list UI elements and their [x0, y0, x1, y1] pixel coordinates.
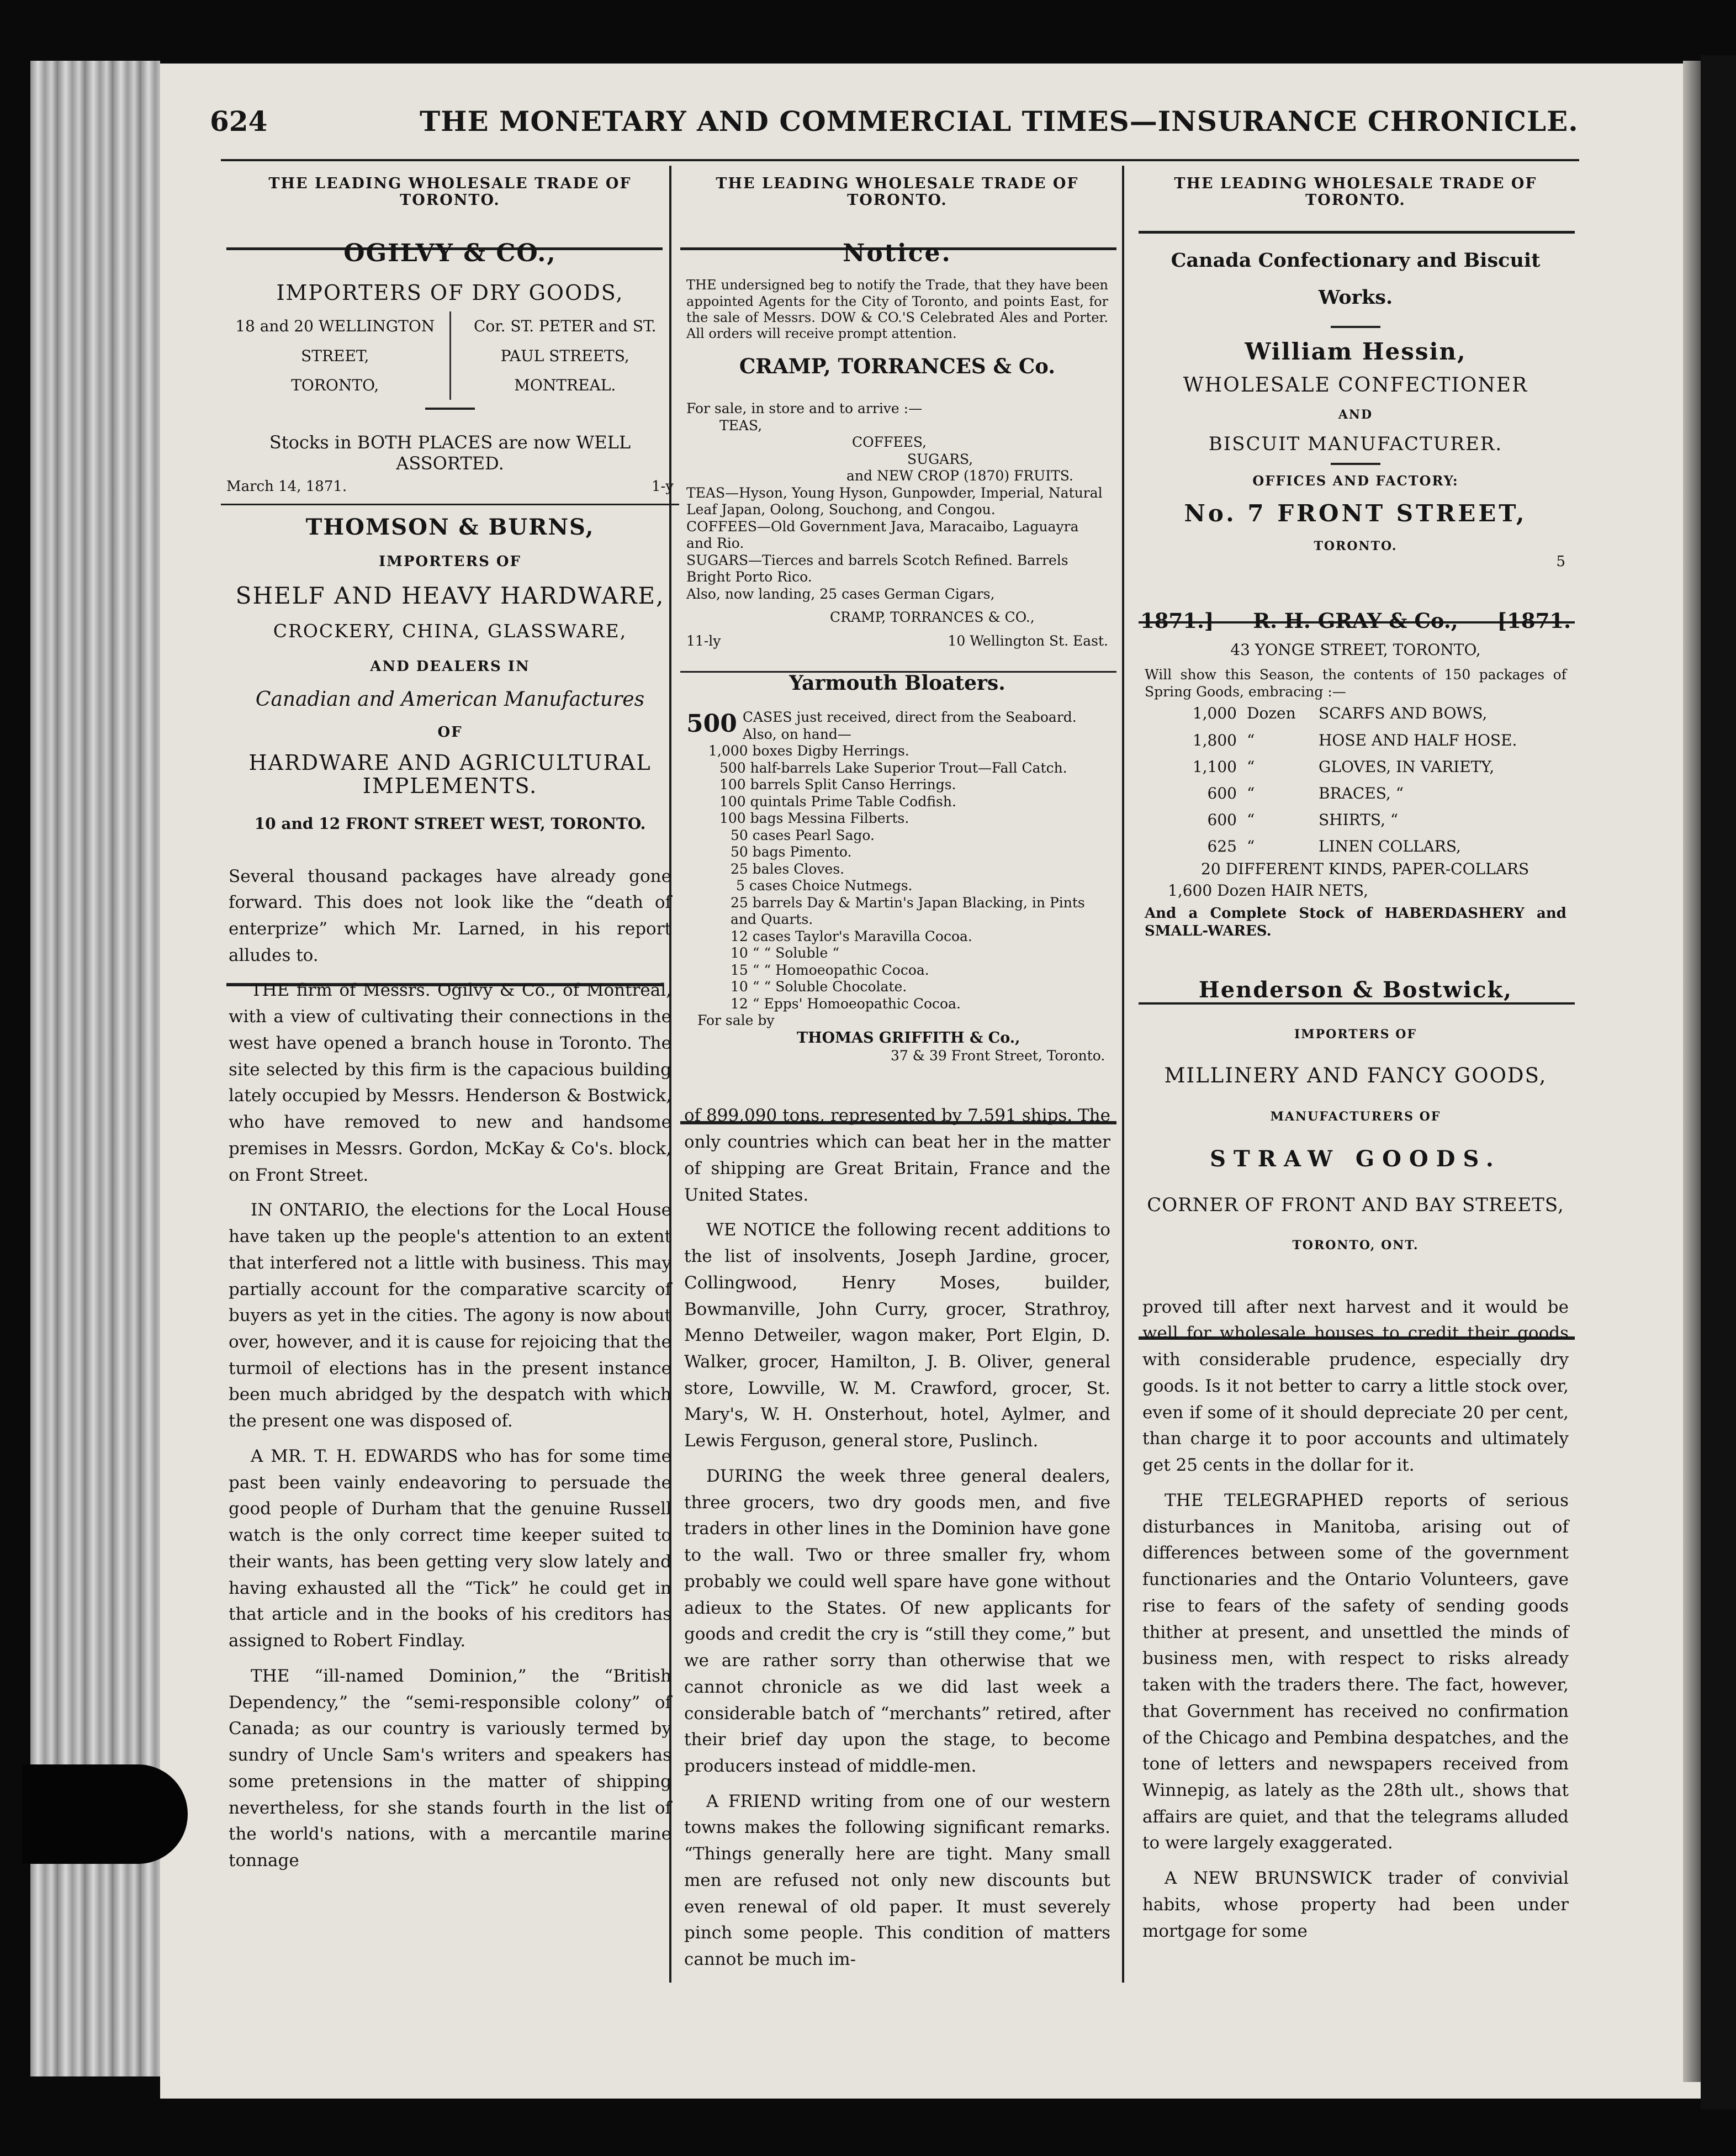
ogilvy-line: IMPORTERS OF DRY GOODS,	[276, 281, 624, 305]
hessin-line1: WHOLESALE CONFECTIONER	[1183, 374, 1528, 397]
qty: 600	[1207, 811, 1237, 829]
qty: 1,100	[1192, 757, 1237, 776]
henderson-ad	[1135, 977, 1576, 1253]
paragraph: proved till after next harvest and it would be well for wholesale houses to credit their goods with considerable prudence, especially dry goods. Is it not better to carry a little stock over, even if some of it should depreciate 20 per cent, than charge it to poor accounts and ultimately get 25 cents in the dollar for it.	[1142, 1297, 1569, 1476]
cramp-fruits: and NEW CROP (1870) FRUITS.	[846, 468, 1073, 484]
yarmouth-lead	[686, 709, 1108, 743]
unit: “	[1247, 837, 1255, 856]
yarmouth-lead-num: 500	[686, 710, 737, 738]
paragraph: THE firm of Messrs. Ogilvy & Co., of Montreal, with a view of cultivating their connections in the west have opened a branch house in Toronto. The site selected by this firm is the capacious building lately occupied by Messrs. Henderson & Bostwick, who have removed to new and handsome premises in Messrs. Gordon, McKay & Co's. block, on Front Street.	[229, 980, 671, 1185]
ogilvy-code: 1-y	[651, 478, 674, 495]
paragraph: A MR. T. H. EDWARDS who has for some time past been vainly endeavoring to persuade the good people of Durham that the genuine Russell watch is the only correct time keeper suited to their wants, has been getting very slow lately and having exhausted all the “Tick” he could get in that article and in the books of his creditors has assigned to Robert Findlay.	[229, 1446, 671, 1651]
hessin-name: William Hessin,	[1245, 338, 1467, 366]
thomson-importers: IMPORTERS OF	[379, 553, 521, 570]
list-item: 10 “ “ Soluble “	[731, 945, 840, 961]
list-item: 50 cases Pearl Sago.	[731, 827, 875, 843]
list-item: 50 bags Pimento.	[731, 844, 852, 860]
short-rule	[1331, 463, 1380, 465]
yarmouth-items	[686, 743, 1108, 1012]
list-item: 500 half-barrels Lake Superior Trout—Fall Catch.	[719, 759, 1067, 776]
gray-address: 43 YONGE STREET, TORONTO,	[1230, 641, 1481, 659]
gray-hair: 1,600 Dozen HAIR NETS,	[1168, 881, 1369, 900]
ogilvy-stocks: Stocks in BOTH PLACES are now WELL ASSORTED.	[269, 431, 631, 474]
cramp-teas-line: TEAS—Hyson, Young Hyson, Gunpowder, Imperial, Natural Leaf Japan, Oolong, Souchong, and Congou.	[686, 484, 1103, 518]
ogilvy-addresses	[221, 311, 679, 400]
hessin-line2: BISCUIT MANUFACTURER.	[1208, 433, 1503, 456]
page-number: 624	[210, 105, 268, 138]
thomson-line1: SHELF AND HEAVY HARDWARE,	[235, 582, 665, 609]
ogilvy-montreal-address: Cor. ST. PETER and ST. PAUL STREETS, MONTREAL.	[473, 317, 657, 394]
lead-heading: THE LEADING WHOLESALE TRADE OF TORONTO.	[268, 175, 632, 209]
cramp-sugars: SUGARS,	[907, 451, 973, 467]
cramp-body	[676, 400, 1118, 649]
thomson-ad	[221, 514, 679, 833]
cramp-code: 11-ly	[686, 632, 721, 649]
gray-intro: Will show this Season, the contents of 150 packages of Spring Goods, embracing :—	[1145, 667, 1566, 700]
hessin-offices: OFFICES AND FACTORY:	[1252, 473, 1459, 489]
table-row	[1168, 700, 1576, 727]
hessin-code: 5	[1556, 553, 1565, 570]
column-right	[1135, 160, 1576, 1988]
gray-title	[1135, 609, 1576, 633]
yarmouth-for-sale: For sale by	[697, 1012, 775, 1029]
henderson-city: TORONTO, ONT.	[1292, 1238, 1419, 1253]
ogilvy-footer	[221, 478, 679, 495]
column-rule-2	[1122, 166, 1124, 1983]
paragraph: of 899,090 tons, represented by 7,591 ships. The only countries which can beat her in the matter of shipping are Great Britain, France and the United States.	[684, 1106, 1110, 1205]
notice-text: THE undersigned beg to notify the Trade, that they have been appointed Agents for the City of Toronto, and points East, for the sale of Messrs. DOW & CO.'S Celebrated Ales and Porter. All orders will receive prompt attention.	[686, 277, 1108, 342]
lead-heading: THE LEADING WHOLESALE TRADE OF TORONTO.	[716, 175, 1079, 209]
thomson-of: OF	[437, 723, 463, 741]
yarmouth-ad	[676, 672, 1118, 1064]
list-item: 10 “ “ Soluble Chocolate.	[731, 979, 907, 995]
paragraph: A FRIEND writing from one of our western towns makes the following significant remarks. “Things generally here are tight. Many small men are refused not only new discounts but even renewal of old paper. It must severely pinch some people. This condition of matters cannot be much im-	[684, 1791, 1110, 1970]
cramp-intro: For sale, in store and to arrive :—	[686, 400, 923, 417]
page-shadow	[1701, 55, 1736, 2110]
ogilvy-toronto-address: 18 and 20 WELLINGTON STREET, TORONTO,	[221, 311, 451, 400]
divider	[221, 504, 679, 505]
ogilvy-ad	[221, 239, 679, 495]
yarmouth-body	[676, 709, 1118, 1064]
cramp-sig: CRAMP, TORRANCES & CO.,	[830, 609, 1035, 626]
ogilvy-name: OGILVY & CO.,	[343, 239, 557, 268]
list-item: 15 “ “ Homoeopathic Cocoa.	[731, 961, 929, 978]
item: SHIRTS, “	[1319, 811, 1399, 829]
list-item: 1,000 boxes Digby Herrings.	[708, 743, 909, 759]
article-text-middle	[676, 1103, 1118, 1973]
column-left	[221, 160, 679, 1988]
paragraph: THE “ill-named Dominion,” the “British Dependency,” the “semi-responsible colony” of Canada; as our country is variously termed by sundry of Uncle Sam's writers and speakers has some pretensions in the matter of shipping nevertheless, for she stands fourth in the list of the world's nations, with a mercantile marine tonnage	[229, 1666, 671, 1870]
gray-name: R. H. GRAY & Co.,	[1253, 609, 1458, 633]
qty: 1,000	[1192, 704, 1237, 723]
list-item: 25 barrels Day & Martin's Japan Blacking, in Pints and Quarts.	[731, 894, 1085, 928]
list-item: 25 bales Cloves.	[731, 860, 845, 877]
hessin-address: No. 7 FRONT STREET,	[1184, 500, 1527, 527]
hessin-city: TORONTO.	[1314, 539, 1398, 554]
ogilvy-date: March 14, 1871.	[226, 478, 347, 495]
hessin-ad	[1135, 242, 1576, 570]
henderson-mfr: MANUFACTURERS OF	[1270, 1109, 1441, 1124]
gray-paper: 20 DIFFERENT KINDS, PAPER-COLLARS	[1201, 860, 1529, 879]
yarmouth-sig: THOMAS GRIFFITH & Co.,	[797, 1029, 1020, 1047]
paragraph: Several thousand packages have already gone forward. This does not look like the “death of enterprize” which Mr. Larned, in his report alludes to.	[229, 866, 671, 965]
list-item: 100 bags Messina Filberts.	[719, 810, 909, 827]
cramp-name: CRAMP, TORRANCES & Co.	[739, 354, 1056, 379]
yarmouth-address: 37 & 39 Front Street, Toronto.	[891, 1047, 1105, 1064]
table-row	[1168, 780, 1576, 807]
henderson-line2: STRAW GOODS.	[1210, 1145, 1501, 1172]
gray-ad	[1135, 609, 1576, 940]
unit: “	[1247, 784, 1255, 802]
paragraph: DURING the week three general dealers, three grocers, two dry goods men, and five traders in other lines in the Dominion have gone to the wall. Two or three smaller fry, whom probably we could well spare have gone without adieux to the States. Of new applicants for goods and credit the cry is “still they come,” but we are rather sorry than otherwise that we cannot chronicle as we did last week a considerable batch of “merchants” retired, after their brief day upon the stage, to become producers instead of middle-men.	[684, 1466, 1110, 1776]
list-item: 100 barrels Split Canso Herrings.	[719, 776, 956, 793]
item: GLOVES, IN VARIETY,	[1319, 757, 1495, 776]
short-rule	[425, 408, 475, 410]
unit: “	[1247, 731, 1255, 749]
thomson-line2: CROCKERY, CHINA, GLASSWARE,	[273, 620, 627, 642]
short-rule	[1331, 326, 1380, 328]
cramp-sugars-line: SUGARS—Tierces and barrels Scotch Refined. Barrels Bright Porto Rico.	[686, 552, 1068, 585]
list-item: 12 “ Epps' Homoeopathic Cocoa.	[731, 995, 961, 1012]
column-middle	[676, 160, 1118, 1988]
cramp-address: 10 Wellington St. East.	[948, 632, 1108, 649]
cramp-footer	[686, 633, 1108, 650]
yarmouth-title: Yarmouth Bloaters.	[789, 672, 1005, 695]
henderson-importers: IMPORTERS OF	[1294, 1027, 1417, 1042]
thomson-dealers: AND DEALERS IN	[370, 658, 530, 675]
hessin-and: AND	[1338, 408, 1373, 422]
qty: 625	[1207, 837, 1237, 856]
table-row	[1168, 754, 1576, 780]
gray-complete: And a Complete Stock of HABERDASHERY and SMALL-WARES.	[1145, 905, 1566, 940]
thomson-canadian: Canadian and American Manufactures	[255, 688, 645, 711]
item: SCARFS AND BOWS,	[1319, 704, 1488, 723]
paragraph: A NEW BRUNSWICK trader of convivial habits, whose property had been under mortgage for some	[1142, 1868, 1569, 1941]
unit: “	[1247, 757, 1255, 776]
list-item: 12 cases Taylor's Maravilla Cocoa.	[731, 928, 972, 944]
gray-table	[1135, 700, 1576, 860]
cramp-coffees: COFFEES,	[852, 434, 927, 451]
table-row	[1168, 807, 1576, 833]
item: HOSE AND HALF HOSE.	[1319, 731, 1517, 749]
thomson-name: THOMSON & BURNS,	[305, 514, 595, 540]
table-row	[1168, 833, 1576, 860]
gray-year-left: 1871.]	[1140, 609, 1214, 633]
yarmouth-lead-text: CASES just received, direct from the Seaboard. Also, on hand—	[742, 709, 1077, 742]
cramp-ad	[676, 354, 1118, 649]
cramp-coffees-line: COFFEES—Old Government Java, Maracaibo, Laguayra and Rio.	[686, 518, 1079, 552]
henderson-name: Henderson & Bostwick,	[1198, 976, 1513, 1003]
unit: Dozen	[1247, 704, 1296, 723]
paragraph: WE NOTICE the following recent additions to the list of insolvents, Joseph Jardine, grocer, Collingwood, Henry Moses, builder, Bowmanville, John Curry, grocer, Strathroy, Menno Detweiler, wagon maker, Port Elgin, D. Walker, grocer, Hamilton, J. B. Oliver, general store, Lowville, W. M. Crawford, grocer, St. Mary's, W. H. Onsterhout, hotel, Aylmer, and Lewis Ferguson, general store, Puslinch.	[684, 1220, 1110, 1451]
thomson-address: 10 and 12 FRONT STREET WEST, TORONTO.	[254, 814, 646, 833]
lead-heading: THE LEADING WHOLESALE TRADE OF TORONTO.	[1174, 175, 1537, 209]
unit: “	[1247, 811, 1255, 829]
cramp-also: Also, now landing, 25 cases German Cigars,	[686, 585, 995, 602]
qty: 600	[1207, 784, 1237, 802]
qty: 1,800	[1192, 731, 1237, 749]
table-row	[1168, 727, 1576, 754]
list-item: 5 cases Choice Nutmegs.	[736, 878, 913, 894]
paragraph: THE TELEGRAPHED reports of serious disturbances in Manitoba, arising out of differences between some of the government functionaries and the Ontario Volunteers, gave rise to fears of the safety of sending goods thither at present, and unsettled the minds of business men, with respect to risks already taken with the traders there. The fact, however, that Government has received no confirmation of the Chicago and Pembina despatches, and the tone of letters and newspapers received from Winnepig, as lately as the 28th ult., shows that affairs are quiet, and that the telegrams alluded to were largely exaggerated.	[1142, 1490, 1569, 1853]
item: LINEN COLLARS,	[1319, 837, 1461, 856]
article-text-right	[1135, 1294, 1576, 1945]
gray-year-right: [1871.	[1497, 609, 1571, 633]
henderson-line3: CORNER OF FRONT AND BAY STREETS,	[1147, 1193, 1564, 1216]
notice-title: Notice.	[843, 239, 952, 268]
page-title: THE MONETARY AND COMMERCIAL TIMES—INSURANCE CHRONICLE.	[420, 105, 1579, 138]
henderson-line1: MILLINERY AND FANCY GOODS,	[1164, 1063, 1547, 1087]
thomson-line3: HARDWARE AND AGRICULTURAL IMPLEMENTS.	[248, 750, 652, 798]
item: BRACES, “	[1319, 784, 1404, 802]
binding-clip	[22, 1764, 188, 1864]
notice-ad	[676, 239, 1118, 342]
paragraph: IN ONTARIO, the elections for the Local House have taken up the people's attention to an extent that interfered not a little with business. This may partially account for the comparative scarcity of buyers as yet in the cities. The agony is now about over, however, and it is cause for rejoicing that the turmoil of elections has in the present instance been much abridged by the despatch with which the present one was disposed of.	[229, 1200, 671, 1431]
hessin-works: Canada Confectionary and Biscuit Works.	[1171, 249, 1541, 309]
article-text-left	[221, 864, 679, 1874]
list-item: 100 quintals Prime Table Codfish.	[719, 793, 956, 810]
cramp-teas: TEAS,	[719, 417, 763, 434]
